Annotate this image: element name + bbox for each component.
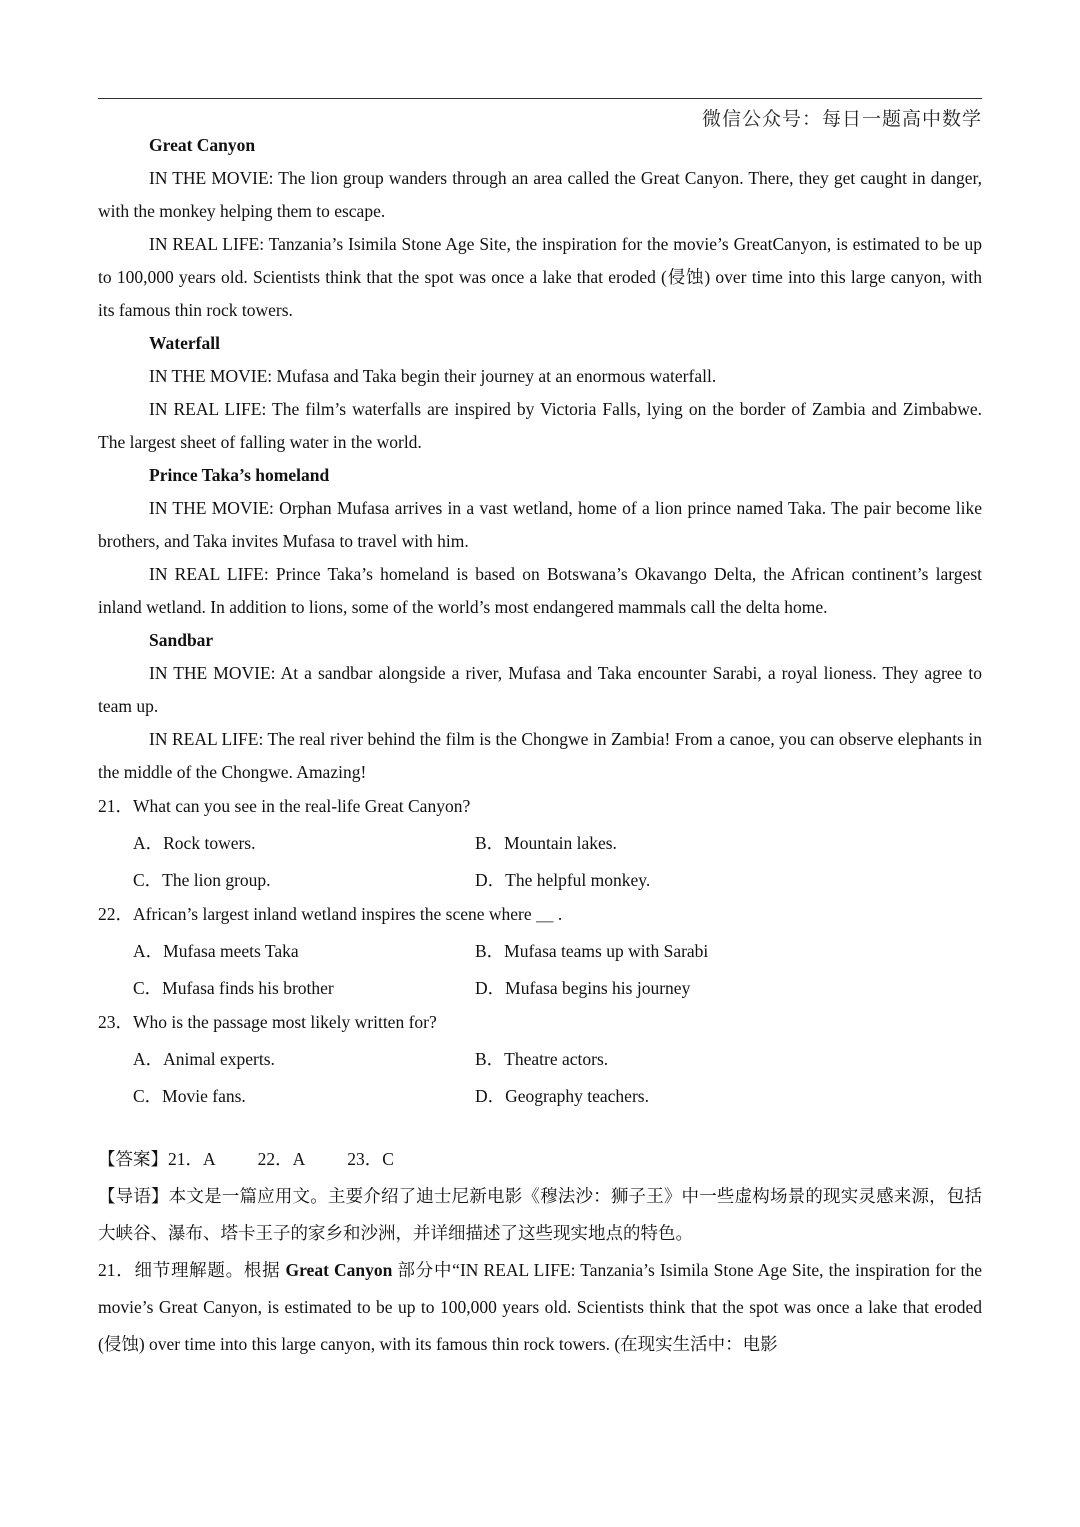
explanation-text: 部分中“IN REAL LIFE: Tanzania’s Isimila Stone Age Site, the inspiration for the movie’s Great Canyon, is estimated to be up to 100,000 years old. Scientists think that the spot was once a lake that eroded (侵蚀) over time into this large canyon, with its famous thin rock towers. (在现实生活中：电影	[98, 1260, 983, 1354]
question-stem: 22．African’s largest inland wetland inspires the scene where ＿ .	[98, 904, 563, 924]
answer-block	[98, 1141, 982, 1363]
movie-paragraph: IN THE MOVIE: Mufasa and Taka begin their journey at an enormous waterfall.	[149, 366, 717, 386]
real-life-paragraph: IN REAL LIFE: Prince Taka’s homeland is based on Botswana’s Okavango Delta, the African continent’s largest inland wetland. In addition to lions, some of the world’s most endangered mammals call the delta home.	[98, 564, 982, 617]
answer-line	[98, 1141, 982, 1178]
movie-paragraph: IN THE MOVIE: The lion group wanders through an area called the Great Canyon. There, they get caught in danger, with the monkey helping them to escape.	[98, 168, 982, 221]
header-rule	[98, 98, 982, 99]
option-b: B．Mountain lakes.	[475, 833, 617, 853]
movie-paragraph: IN THE MOVIE: Orphan Mufasa arrives in a vast wetland, home of a lion prince named Taka. The pair become like brothers, and Taka invites Mufasa to travel with him.	[98, 498, 982, 551]
option-c: C．Mufasa finds his brother	[133, 978, 334, 998]
question-stem: 23．Who is the passage most likely written for?	[98, 1012, 437, 1032]
question-22	[98, 898, 982, 1005]
explanation-prefix: 21．细节理解题。根据	[98, 1260, 286, 1280]
option-c: C．Movie fans.	[133, 1086, 246, 1106]
header-account: 微信公众号：每日一题高中数学	[701, 109, 982, 130]
question-23	[98, 1006, 982, 1113]
section-great-canyon	[98, 129, 982, 327]
answer-item: 21．A	[168, 1149, 216, 1169]
option-d: D．The helpful monkey.	[475, 870, 651, 890]
section-waterfall	[98, 327, 982, 459]
section-heading: Sandbar	[149, 630, 214, 650]
real-life-paragraph: IN REAL LIFE: Tanzania’s Isimila Stone Age Site, the inspiration for the movie’s GreatCanyon, is estimated to be up to 100,000 years old. Scientists think that the spot was once a lake that eroded (侵蚀) over time into this large canyon, with its famous thin rock towers.	[98, 234, 982, 320]
section-sandbar	[98, 624, 982, 789]
question-options	[98, 1043, 982, 1113]
answer-item: 23．C	[347, 1149, 394, 1169]
question-21	[98, 790, 982, 897]
real-life-paragraph: IN REAL LIFE: The real river behind the film is the Chongwe in Zambia! From a canoe, you can observe elephants in the middle of the Chongwe. Amazing!	[98, 729, 982, 782]
answer-label: 【答案】	[98, 1149, 168, 1169]
question-stem: 21．What can you see in the real-life Great Canyon?	[98, 796, 471, 816]
option-d: D．Mufasa begins his journey	[475, 978, 691, 998]
option-c: C．The lion group.	[133, 870, 271, 890]
option-a: A．Rock towers.	[133, 833, 256, 853]
real-life-paragraph: IN REAL LIFE: The film’s waterfalls are inspired by Victoria Falls, lying on the border of Zambia and Zimbabwe. The largest sheet of falling water in the world.	[98, 399, 982, 452]
option-b: B．Theatre actors.	[475, 1049, 609, 1069]
question-options	[98, 827, 982, 897]
section-heading: Prince Taka’s homeland	[149, 465, 330, 485]
section-heading: Waterfall	[149, 333, 220, 353]
document-body	[98, 129, 982, 1363]
answer-item: 22．A	[257, 1149, 306, 1169]
movie-paragraph: IN THE MOVIE: At a sandbar alongside a river, Mufasa and Taka encounter Sarabi, a royal lioness. They agree to team up.	[98, 663, 982, 716]
guide-text: 本文是一篇应用文。主要介绍了迪士尼新电影《穆法沙：狮子王》中一些虚构场景的现实灵感来源，包括大峡谷、瀑布、塔卡王子的家乡和沙洲，并详细描述了这些现实地点的特色。	[98, 1186, 982, 1243]
section-heading: Great Canyon	[149, 135, 256, 155]
option-a: A．Mufasa meets Taka	[133, 941, 299, 961]
option-a: A．Animal experts.	[133, 1049, 275, 1069]
question-options	[98, 935, 982, 1005]
explanation-paragraph	[98, 1252, 982, 1363]
explanation-bold: Great Canyon	[285, 1260, 393, 1280]
guide-label: 【导语】	[98, 1186, 169, 1206]
option-d: D．Geography teachers.	[475, 1086, 649, 1106]
section-prince-taka-homeland	[98, 459, 982, 624]
guide-paragraph	[98, 1178, 982, 1252]
option-b: B．Mufasa teams up with Sarabi	[475, 941, 709, 961]
